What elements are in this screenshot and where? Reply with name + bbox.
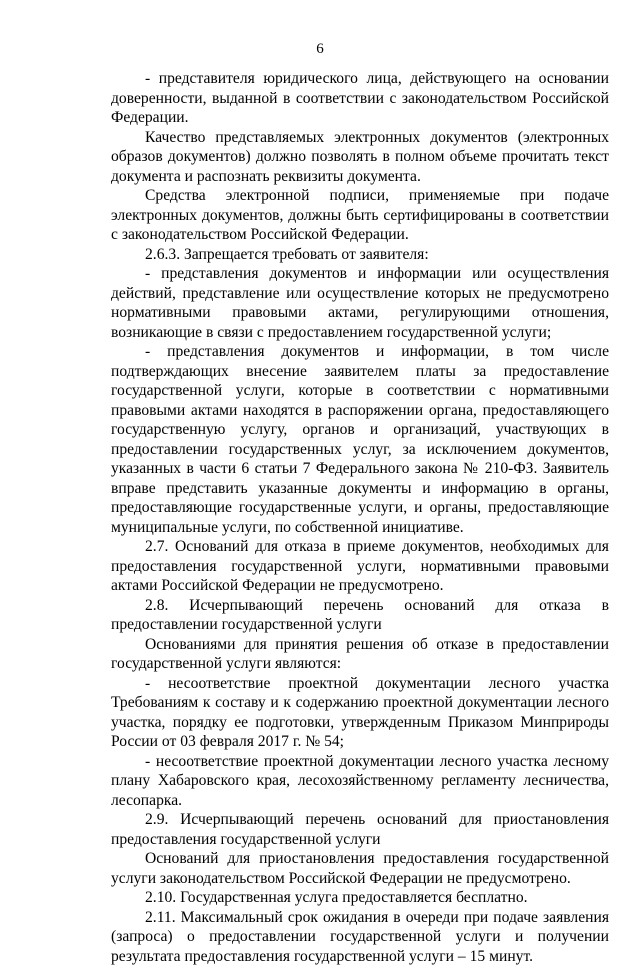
paragraph-2-9-heading: 2.9. Исчерпывающий перечень оснований для приостановления предоставления государственной услуги: [111, 810, 609, 849]
paragraph-document-quality: Качество представляемых электронных документов (электронных образов документов) должно позволять в полном объеме прочитать текст документа и распознать реквизиты документа.: [111, 128, 609, 187]
paragraph-refusal-grounds-intro: Основаниями для принятия решения об отказе в предоставлении государственной услуги являются:: [111, 635, 609, 674]
paragraph-suspension-none: Оснований для приостановления предоставления государственной услуги законодательством Российской Федерации не предусмотрено.: [111, 849, 609, 888]
paragraph-refusal-ground-1: - несоответствие проектной документации лесного участка Требованиям к составу и к содержанию проектной документации лесного участка, порядку ее подготовки, утвержденным Приказом Минприроды России от 03 февраля 2017 г. № 54;: [111, 674, 609, 752]
page-number: 6: [0, 40, 640, 58]
paragraph-2-8-heading: 2.8. Исчерпывающий перечень оснований для отказа в предоставлении государственной услуги: [111, 596, 609, 635]
paragraph-2-11: 2.11. Максимальный срок ожидания в очереди при подаче заявления (запроса) о предоставлении государственной услуги и получении результата предоставления государственной услуги – 15 минут.: [111, 908, 609, 966]
paragraph-electronic-signature: Средства электронной подписи, применяемые при подаче электронных документов, должны быть сертифицированы в соответствии с законодательством Российской Федерации.: [111, 186, 609, 245]
paragraph-prohibition-actions: - представления документов и информации или осуществления действий, представление или осуществление которых не предусмотрено нормативными правовыми актами, регулирующими отношения, возникающие в связи с предоставлением государственной услуги;: [111, 264, 609, 342]
paragraph-prohibition-documents: - представления документов и информации, в том числе подтверждающих внесение заявителем платы за предоставление государственной услуги, которые в соответствии с нормативными правовыми актами находятся в распоряжении органа, предоставляющего государственную услугу, органов и организаций, участвующих в предоставлении государственных услуг, за исключением документов, указанных в части 6 статьи 7 Федерального закона № 210-ФЗ. Заявитель вправе представить указанные документы и информацию в органы, предоставляющие государственные услуги, и органы, предоставляющие муниципальные услуги, по собственной инициативе.: [111, 342, 609, 537]
paragraph-2-7: 2.7. Оснований для отказа в приеме документов, необходимых для предоставления государственной услуги, нормативными правовыми актами Российской Федерации не предусмотрено.: [111, 537, 609, 596]
paragraph-2-10: 2.10. Государственная услуга предоставляется бесплатно.: [111, 888, 609, 908]
body-text: [111, 69, 609, 966]
paragraph-2-6-3-heading: 2.6.3. Запрещается требовать от заявителя:: [111, 245, 609, 265]
paragraph-representative: - представителя юридического лица, действующего на основании доверенности, выданной в соответствии с законодательством Российской Федерации.: [111, 69, 609, 128]
paragraph-refusal-ground-2: - несоответствие проектной документации лесного участка лесному плану Хабаровского края, лесохозяйственному регламенту лесничества, лесопарка.: [111, 752, 609, 811]
